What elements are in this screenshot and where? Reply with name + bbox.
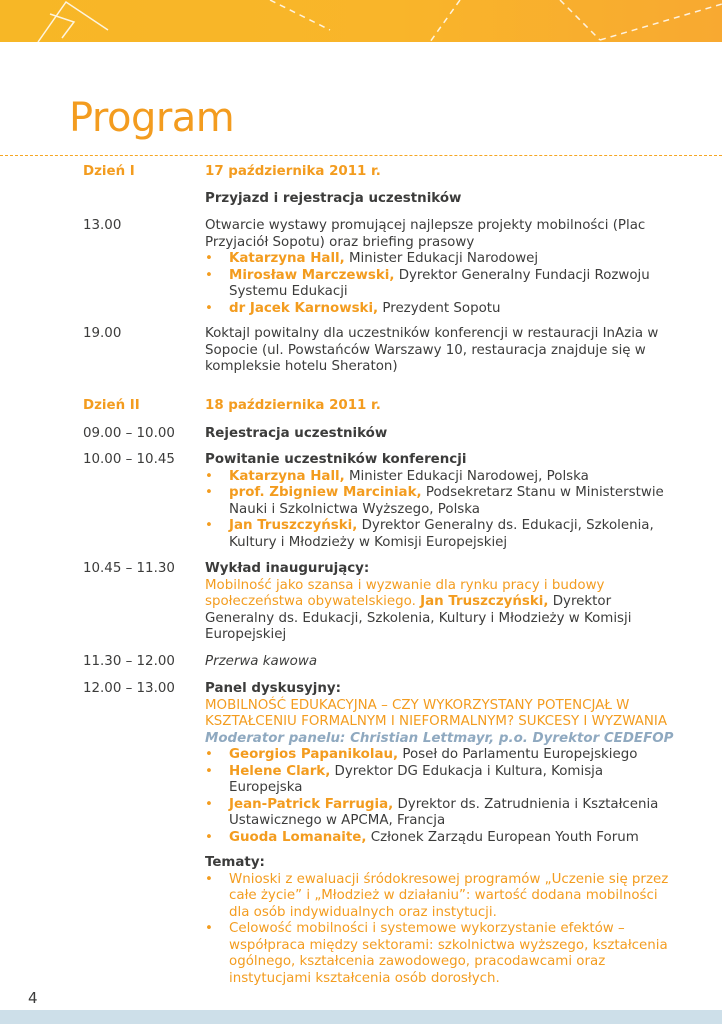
speaker-item bbox=[205, 830, 675, 847]
bullet-icon: • bbox=[205, 518, 213, 533]
day1-date: 17 października 2011 r. bbox=[205, 164, 381, 179]
speaker-name: Katarzyna Hall, bbox=[229, 468, 345, 484]
speaker-list bbox=[205, 469, 675, 552]
speaker-role: Minister Edukacji Narodowej bbox=[344, 251, 539, 266]
speaker-item bbox=[205, 797, 675, 830]
session-title: Rejestracja uczestników bbox=[205, 426, 388, 441]
speaker-item bbox=[205, 268, 675, 301]
topic-text: Wnioski z ewaluacji śródokresowej programów „Uczenie się przez całe życie” i „Młodzież w działaniu”: wartość dodana mobilności dla osób indywidualnych oraz instytucji. bbox=[229, 871, 669, 920]
speaker-role: Dyrektor Generalny Fundacji Rozwoju Systemu Edukacji bbox=[229, 267, 650, 299]
speaker-list bbox=[205, 251, 675, 317]
bullet-icon: • bbox=[205, 871, 213, 887]
session-content bbox=[205, 218, 675, 317]
banner-dashed-line bbox=[600, 4, 722, 40]
speaker-role: Dyrektor Generalny ds. Edukacji, Szkolenia, Kultury i Młodzieży w Komisji Europejskiej bbox=[229, 518, 654, 550]
speaker-item bbox=[205, 747, 675, 764]
speaker-role: Minister Edukacji Narodowej, Polska bbox=[344, 468, 589, 484]
speaker-name: Jan Truszczyński, bbox=[420, 594, 549, 609]
lecture-topic: Mobilność jako szansa i wyzwanie dla rynku pracy i budowy społeczeństwa obywatelskiego. bbox=[205, 577, 605, 609]
session-time: 11.30 – 12.00 bbox=[83, 654, 175, 669]
session-title: Wykład inaugurujący: bbox=[205, 561, 370, 576]
header-banner bbox=[0, 0, 722, 42]
bullet-icon: • bbox=[205, 468, 213, 484]
banner-dashed-line bbox=[560, 0, 600, 40]
session-content bbox=[205, 452, 675, 551]
session-description: Koktajl powitalny dla uczestników konferencji w restauracji InAzia w Sopocie (ul. Powstańców Warszawy 10, restauracja znajduje się w kompleksie hotelu Sheraton) bbox=[205, 326, 659, 374]
session-time: 10.00 – 10.45 bbox=[83, 452, 175, 467]
speaker-role: Prezydent Sopotu bbox=[378, 300, 501, 316]
topic-item bbox=[205, 872, 675, 922]
speaker-role: Dyrektor DG Edukacja i Kultura, Komisja Europejska bbox=[229, 763, 604, 795]
speaker-item bbox=[205, 251, 675, 268]
panel-moderator: Moderator panelu: Christian Lettmayr, p.o. Dyrektor CEDEFOP bbox=[205, 730, 674, 746]
bullet-icon: • bbox=[205, 267, 213, 283]
topics-heading: Tematy: bbox=[205, 855, 265, 870]
session-time: 12.00 – 13.00 bbox=[83, 681, 175, 696]
speaker-name: Jan Truszczyński, bbox=[229, 518, 358, 533]
speaker-item bbox=[205, 469, 675, 486]
session-description: Otwarcie wystawy promującej najlepsze projekty mobilności (Plac Przyjaciół Sopotu) oraz briefing prasowy bbox=[205, 218, 646, 250]
topic-text: Celowość mobilności i systemowe wykorzystanie efektów – współpraca między sektorami: szkolnictwa wyższego, kształcenia ogólnego, kształcenia zawodowego, pracodawcami oraz instytucjami kształcenia osób dorosłych. bbox=[229, 921, 668, 986]
speaker-role: Dyrektor ds. Zatrudnienia i Kształcenia Ustawicznego w APCMA, Francja bbox=[229, 796, 659, 828]
topic-item bbox=[205, 921, 675, 987]
day2-label: Dzień II bbox=[83, 398, 140, 413]
speaker-item bbox=[205, 485, 675, 518]
session-time: 19.00 bbox=[83, 326, 122, 341]
speaker-list bbox=[205, 747, 675, 846]
bullet-icon: • bbox=[205, 300, 213, 316]
speaker-name: Guoda Lomanaite, bbox=[229, 829, 367, 845]
day1-arrival: Przyjazd i rejestracja uczestników bbox=[205, 191, 462, 206]
session-time: 10.45 – 11.30 bbox=[83, 561, 175, 576]
panel-topic: MOBILNOŚĆ EDUKACYJNA – CZY WYKORZYSTANY POTENCJAŁ W KSZTAŁCENIU FORMALNYM I NIEFORMALNYM? SUKCESY I WYZWANIA bbox=[205, 697, 667, 729]
speaker-name: prof. Zbigniew Marciniak, bbox=[229, 485, 422, 500]
day1-label: Dzień I bbox=[83, 164, 135, 179]
speaker-name: Helene Clark, bbox=[229, 763, 331, 779]
speaker-item bbox=[205, 301, 675, 318]
banner-dashed-line bbox=[430, 0, 460, 42]
session-time: 13.00 bbox=[83, 218, 122, 233]
session-content bbox=[205, 681, 675, 987]
session-time: 09.00 – 10.00 bbox=[83, 426, 175, 441]
speaker-item bbox=[205, 764, 675, 797]
page-title: Program bbox=[69, 95, 235, 141]
session-title: Panel dyskusyjny: bbox=[205, 681, 341, 696]
session-title: Powitanie uczestników konferencji bbox=[205, 452, 467, 467]
speaker-name: dr Jacek Karnowski, bbox=[229, 300, 379, 316]
bullet-icon: • bbox=[205, 796, 213, 812]
banner-dashed-line bbox=[270, 0, 330, 30]
speaker-role: Dyrektor Generalny ds. Edukacji, Szkolenia, Kultury i Młodzieży w Komisji Europejskiej bbox=[205, 594, 632, 642]
speaker-name: Georgios Papanikolau, bbox=[229, 747, 399, 762]
banner-decoration bbox=[0, 0, 722, 42]
bullet-icon: • bbox=[205, 747, 213, 762]
bullet-icon: • bbox=[205, 485, 213, 500]
speaker-role: Członek Zarządu European Youth Forum bbox=[366, 829, 639, 845]
topics-list bbox=[205, 872, 675, 988]
title-divider bbox=[0, 155, 722, 156]
footer-bar bbox=[0, 1010, 722, 1024]
speaker-role: Podsekretarz Stanu w Ministerstwie Nauki i Szkolnictwa Wyższego, Polska bbox=[229, 485, 664, 517]
session-content bbox=[205, 561, 675, 644]
banner-line bbox=[50, 14, 74, 38]
speaker-item bbox=[205, 518, 675, 551]
bullet-icon: • bbox=[205, 829, 213, 845]
lecture-text bbox=[205, 578, 675, 644]
session-title: Przerwa kawowa bbox=[205, 654, 318, 669]
bullet-icon: • bbox=[205, 921, 213, 936]
day2-date: 18 października 2011 r. bbox=[205, 398, 381, 413]
page-number: 4 bbox=[28, 989, 38, 1007]
speaker-name: Jean-Patrick Farrugia, bbox=[229, 796, 394, 812]
bullet-icon: • bbox=[205, 251, 213, 266]
speaker-name: Mirosław Marczewski, bbox=[229, 267, 395, 283]
speaker-name: Katarzyna Hall, bbox=[229, 251, 345, 266]
speaker-role: Poseł do Parlamentu Europejskiego bbox=[398, 747, 638, 762]
bullet-icon: • bbox=[205, 763, 213, 779]
